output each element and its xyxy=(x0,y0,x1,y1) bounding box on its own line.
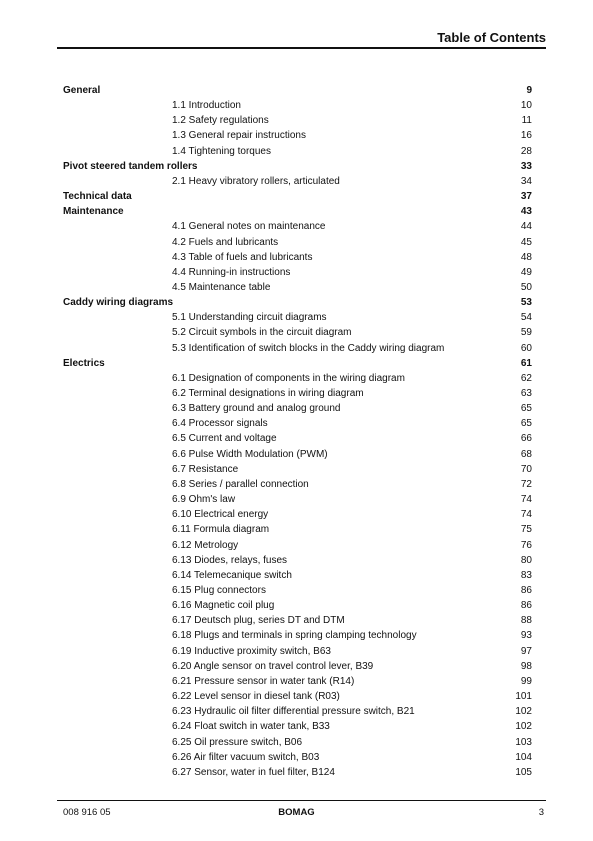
toc-section-entry[interactable] xyxy=(0,251,593,265)
toc-entry-page: 65 xyxy=(520,403,532,415)
toc-entry-label: 6.9 Ohm's law xyxy=(172,494,236,506)
toc-section-entry[interactable] xyxy=(0,129,593,143)
toc-entry-page: 49 xyxy=(520,266,532,278)
toc-entry-page: 80 xyxy=(520,554,532,566)
toc-entry-label: 6.23 Hydraulic oil filter differential pressure switch, B21 xyxy=(172,706,415,718)
toc-entry-page: 10 xyxy=(520,100,532,112)
toc-entry-label: 6.13 Diodes, relays, fuses xyxy=(172,554,288,566)
toc-entry-page: 103 xyxy=(515,736,532,748)
toc-entry-label: 6.22 Level sensor in diesel tank (R03) xyxy=(172,691,340,702)
toc-entry-page: 48 xyxy=(520,251,532,263)
toc-entry-page: 45 xyxy=(520,236,532,248)
toc-section-entry[interactable] xyxy=(0,463,593,477)
toc-entry-label: 6.18 Plugs and terminals in spring clamping technology xyxy=(172,630,417,642)
toc-section-entry[interactable] xyxy=(0,326,593,340)
toc-entry-page: 105 xyxy=(515,766,532,778)
toc-section-entry[interactable] xyxy=(0,311,593,325)
toc-section-entry[interactable] xyxy=(0,266,593,280)
toc-entry-page: 99 xyxy=(520,675,532,687)
toc-section-entry[interactable] xyxy=(0,372,593,386)
toc-entry-label: 5.2 Circuit symbols in the circuit diagram xyxy=(172,327,352,339)
toc-entry-page: 93 xyxy=(520,630,532,642)
toc-section-entry[interactable] xyxy=(0,554,593,568)
toc-section-entry[interactable] xyxy=(0,705,593,719)
toc-section-entry[interactable] xyxy=(0,493,593,507)
toc-section-entry[interactable] xyxy=(0,114,593,128)
toc-entry-label: 5.1 Understanding circuit diagrams xyxy=(172,312,327,324)
toc-section-entry[interactable] xyxy=(0,629,593,643)
toc-entry-label: Pivot steered tandem rollers xyxy=(63,160,198,172)
toc-entry-label: 1.1 Introduction xyxy=(172,100,241,112)
toc-entry-label: 6.26 Air filter vacuum switch, B03 xyxy=(172,751,320,763)
toc-entry-page: 11 xyxy=(521,115,532,127)
toc-entry-label: 6.7 Resistance xyxy=(172,463,239,475)
toc-section-entry[interactable] xyxy=(0,402,593,416)
toc-entry-page: 86 xyxy=(520,585,532,596)
toc-section-entry[interactable] xyxy=(0,145,593,159)
toc-entry-label: Maintenance xyxy=(63,206,124,218)
toc-entry-page: 33 xyxy=(520,160,532,172)
toc-chapter-entry[interactable] xyxy=(0,190,593,204)
toc-entry-label: 6.21 Pressure sensor in water tank (R14) xyxy=(172,675,355,687)
toc-chapter-entry[interactable] xyxy=(0,296,593,310)
toc-entry-page: 28 xyxy=(520,145,532,157)
toc-entry-page: 83 xyxy=(520,569,532,581)
toc-entry-label: 6.5 Current and voltage xyxy=(172,433,277,445)
toc-entry-label: 6.10 Electrical energy xyxy=(172,509,269,521)
page-title: Table of Contents xyxy=(437,30,546,45)
toc-section-entry[interactable] xyxy=(0,236,593,250)
toc-section-entry[interactable] xyxy=(0,690,593,704)
toc-entry-page: 68 xyxy=(520,448,532,460)
toc-entry-label: 6.1 Designation of components in the wiring diagram xyxy=(172,372,405,384)
toc-section-entry[interactable] xyxy=(0,508,593,522)
toc-entry-page: 76 xyxy=(520,539,532,551)
toc-entry-label: 6.8 Series / parallel connection xyxy=(172,478,309,490)
toc-entry-page: 63 xyxy=(520,388,532,399)
toc-entry-page: 62 xyxy=(520,372,532,384)
toc-section-entry[interactable] xyxy=(0,281,593,295)
toc-entry-label: 1.2 Safety regulations xyxy=(172,115,269,127)
toc-chapter-entry[interactable] xyxy=(0,357,593,371)
toc-entry-label: 5.3 Identification of switch blocks in the Caddy wiring diagram xyxy=(172,342,445,354)
toc-entry-label: 6.20 Angle sensor on travel control lever, B39 xyxy=(172,660,374,672)
document-number: 008 916 05 xyxy=(63,807,111,818)
toc-section-entry[interactable] xyxy=(0,478,593,492)
toc-section-entry[interactable] xyxy=(0,584,593,598)
toc-entry-page: 9 xyxy=(526,85,532,96)
toc-entry-label: 6.16 Magnetic coil plug xyxy=(172,600,275,612)
toc-entry-label: 2.1 Heavy vibratory rollers, articulated xyxy=(172,175,340,187)
toc-entry-label: 6.11 Formula diagram xyxy=(172,524,270,536)
toc-entry-page: 104 xyxy=(515,751,532,763)
toc-section-entry[interactable] xyxy=(0,539,593,553)
toc-section-entry[interactable] xyxy=(0,751,593,765)
toc-entry-label: 6.17 Deutsch plug, series DT and DTM xyxy=(172,615,345,627)
toc-entry-label: 6.25 Oil pressure switch, B06 xyxy=(172,736,303,748)
toc-entry-page: 54 xyxy=(520,312,532,324)
toc-entry-label: 6.2 Terminal designations in wiring diagram xyxy=(172,388,364,399)
toc-entry-label: 4.2 Fuels and lubricants xyxy=(172,236,279,248)
toc-section-entry[interactable] xyxy=(0,569,593,583)
toc-entry-label: 6.6 Pulse Width Modulation (PWM) xyxy=(172,448,328,460)
toc-section-entry[interactable] xyxy=(0,220,593,234)
toc-entry-label: 6.3 Battery ground and analog ground xyxy=(172,403,341,415)
toc-entry-page: 74 xyxy=(520,509,532,521)
toc-entry-page: 44 xyxy=(520,221,532,233)
toc-section-entry[interactable] xyxy=(0,99,593,113)
toc-chapter-entry[interactable] xyxy=(0,205,593,219)
toc-entry-page: 50 xyxy=(520,282,532,293)
toc-entry-label: 6.24 Float switch in water tank, B33 xyxy=(172,721,330,733)
toc-entry-label: Technical data xyxy=(63,191,132,203)
toc-entry-page: 75 xyxy=(520,524,532,536)
toc-section-entry[interactable] xyxy=(0,175,593,189)
toc-section-entry[interactable] xyxy=(0,448,593,462)
toc-section-entry[interactable] xyxy=(0,523,593,537)
toc-entry-label: 6.15 Plug connectors xyxy=(172,585,266,596)
toc-section-entry[interactable] xyxy=(0,614,593,628)
toc-entry-page: 101 xyxy=(515,691,532,702)
toc-section-entry[interactable] xyxy=(0,720,593,734)
toc-entry-label: 1.3 General repair instructions xyxy=(172,130,306,142)
toc-entry-page: 37 xyxy=(520,191,532,203)
toc-entry-page: 98 xyxy=(520,660,532,672)
toc-entry-page: 70 xyxy=(520,463,532,475)
brand-name: BOMAG xyxy=(278,807,315,818)
toc-entry-label: 4.3 Table of fuels and lubricants xyxy=(172,251,313,263)
toc-section-entry[interactable] xyxy=(0,645,593,659)
toc-section-entry[interactable] xyxy=(0,342,593,356)
toc-entry-page: 88 xyxy=(520,615,532,627)
page-number: 3 xyxy=(538,807,544,818)
toc-entry-page: 60 xyxy=(520,342,532,354)
toc-entry-label: 4.1 General notes on maintenance xyxy=(172,221,326,233)
toc-entry-label: Electrics xyxy=(63,357,105,369)
toc-entry-page: 102 xyxy=(515,706,532,718)
toc-entry-label: 6.27 Sensor, water in fuel filter, B124 xyxy=(172,766,335,778)
toc-entry-page: 102 xyxy=(515,721,532,733)
toc-entry-label: 6.14 Telemecanique switch xyxy=(172,569,292,581)
toc-entry-page: 74 xyxy=(520,494,532,506)
toc-section-entry[interactable] xyxy=(0,675,593,689)
toc-section-entry[interactable] xyxy=(0,766,593,780)
toc-section-entry[interactable] xyxy=(0,599,593,613)
toc-entry-label: 6.12 Metrology xyxy=(172,539,239,551)
toc-entry-label: Caddy wiring diagrams xyxy=(63,297,174,309)
toc-section-entry[interactable] xyxy=(0,432,593,446)
toc-entry-page: 16 xyxy=(520,130,532,142)
toc-entry-page: 72 xyxy=(520,478,532,490)
toc-entry-label: 1.4 Tightening torques xyxy=(172,145,271,157)
toc-entry-label: 4.4 Running-in instructions xyxy=(172,266,291,278)
toc-section-entry[interactable] xyxy=(0,736,593,750)
toc-entry-page: 59 xyxy=(520,327,532,339)
toc-entry-page: 43 xyxy=(520,206,532,218)
toc-entry-label: 6.4 Processor signals xyxy=(172,418,268,430)
toc-entry-page: 53 xyxy=(520,297,532,309)
toc-chapter-entry[interactable] xyxy=(0,160,593,174)
toc-entry-page: 97 xyxy=(520,645,532,657)
toc-entry-page: 86 xyxy=(520,600,532,612)
toc-entry-label: General xyxy=(63,85,101,96)
toc-section-entry[interactable] xyxy=(0,417,593,431)
toc-section-entry[interactable] xyxy=(0,660,593,674)
toc-chapter-entry[interactable] xyxy=(0,84,593,98)
toc-entry-label: 6.19 Inductive proximity switch, B63 xyxy=(172,645,331,657)
toc-entry-label: 4.5 Maintenance table xyxy=(172,282,271,293)
toc-entry-page: 65 xyxy=(520,418,532,430)
toc-section-entry[interactable] xyxy=(0,387,593,401)
toc-entry-page: 66 xyxy=(520,433,532,445)
toc-entry-page: 61 xyxy=(520,357,532,369)
toc-entry-page: 34 xyxy=(520,175,532,187)
footer-rule xyxy=(57,800,546,801)
